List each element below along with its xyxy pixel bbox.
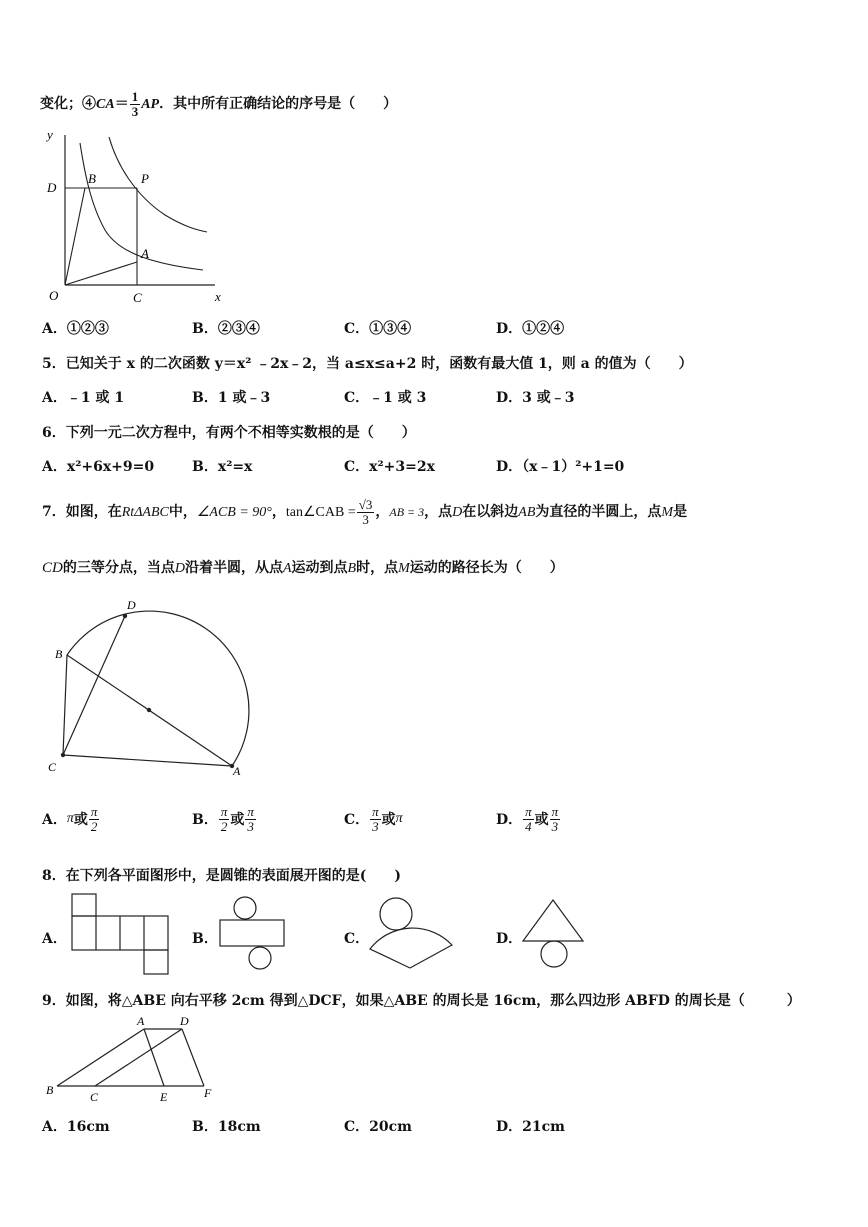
q7-ab-length: AB = 3 xyxy=(389,505,425,520)
q7-option-b-den2: 3 xyxy=(247,818,254,834)
q8-option-b[interactable] xyxy=(192,928,218,948)
q7-text-2e: 运动的路径长为（ ） xyxy=(409,560,564,576)
q7-text-1a: 7．如图，在 xyxy=(42,504,122,521)
q7-option-b-frac-1 xyxy=(219,805,230,833)
q8-option-a[interactable] xyxy=(42,928,67,948)
q4-option-d-text: ①②④ xyxy=(522,321,565,337)
q7-option-a-frac xyxy=(89,805,100,833)
q4-outer-curve xyxy=(109,137,207,232)
q7-option-d-or: 或 xyxy=(534,812,549,829)
q5-option-b-text: 1 或﹣3 xyxy=(217,390,271,406)
q4-frac-den: 3 xyxy=(131,103,139,119)
q9-segment-ae xyxy=(144,1029,164,1086)
q4-intro-line xyxy=(40,90,397,118)
q5-option-a[interactable] xyxy=(42,387,124,407)
q4-ca: CA xyxy=(96,97,115,113)
q4-option-b[interactable] xyxy=(192,318,260,338)
q9-label-d: D xyxy=(180,1015,189,1028)
q7-sqrt3: √3 xyxy=(358,497,373,512)
q4-option-d[interactable] xyxy=(496,318,564,338)
q7-line-2 xyxy=(42,557,564,577)
q7-figure xyxy=(45,595,260,780)
q9-segment-df xyxy=(182,1029,204,1086)
q8-question: 8．在下列各平面图形中，是圆锥的表面展开图的是( ) xyxy=(42,868,401,884)
q7-option-c-pi: π xyxy=(395,811,403,827)
q5-question: 5．已知关于 x 的二次函数 y＝x² ﹣2x﹣2，当 a≤x≤a+2 时，函数有最大值 1，则 a 的值为（ ） xyxy=(42,356,693,372)
q7-text-1d: 在以斜边 xyxy=(462,504,519,521)
q7-option-c-den: 3 xyxy=(372,818,379,834)
q4-label-b: B xyxy=(88,171,96,186)
q7-option-b-den1: 2 xyxy=(220,818,228,834)
q7-fig-label-d: D xyxy=(127,598,136,612)
q4-option-c-letter: C． xyxy=(344,321,370,337)
q7-option-a-num: π xyxy=(90,804,98,819)
q7-option-d-num1: π xyxy=(525,804,532,819)
q6-option-b-letter: B． xyxy=(192,459,218,475)
q7-text-1e: 为直径的半圆上，点 xyxy=(535,504,662,521)
q9-option-b-letter: B． xyxy=(192,1119,218,1135)
q7-fig-label-b: B xyxy=(55,647,63,661)
q7-point-d-1: D xyxy=(452,505,463,521)
q7-option-a[interactable] xyxy=(42,805,100,833)
q7-comma-1: ， xyxy=(271,504,286,521)
q9-figure xyxy=(42,1015,222,1105)
q7-option-c-or: 或 xyxy=(381,812,396,829)
q5-option-d-letter: D． xyxy=(496,390,523,406)
q7-point-d-2: D xyxy=(174,561,185,576)
q9-label-f: F xyxy=(204,1086,212,1100)
q9-option-c-text: 20cm xyxy=(369,1119,412,1135)
q6-option-a[interactable] xyxy=(42,456,154,476)
q7-option-d-den2: 3 xyxy=(551,818,559,834)
q7-point-m-2: M xyxy=(398,561,410,576)
q7-point-m-1: M xyxy=(661,505,674,521)
q7-option-d-letter: D． xyxy=(496,812,523,829)
q7-line-1 xyxy=(42,498,687,526)
q4-label-d: D xyxy=(47,180,57,195)
q7-option-a-pi: π xyxy=(66,811,74,827)
q4-label-p: P xyxy=(141,171,149,186)
q5-option-c-letter: C． xyxy=(344,390,370,406)
q7-tan: tan∠CAB = xyxy=(285,505,356,521)
q6-option-a-text: x²+6x+9=0 xyxy=(66,459,155,475)
q7-option-c-frac xyxy=(370,805,381,833)
q7-text-2c: 运动到点 xyxy=(291,560,348,576)
q4-label-o: O xyxy=(49,288,59,303)
q6-option-b-text: x²=x xyxy=(217,459,253,475)
q8-option-d-letter: D． xyxy=(496,931,523,947)
q9-option-c-letter: C． xyxy=(344,1119,370,1135)
q7-point-b: B xyxy=(347,561,357,576)
q5-option-b[interactable] xyxy=(192,387,270,407)
q7-text-2a: 的三等分点，当点 xyxy=(62,560,175,576)
q8-figure-a-prism-net xyxy=(68,890,173,980)
q6-option-a-letter: A． xyxy=(42,459,67,475)
q8-option-a-letter: A． xyxy=(42,931,67,947)
q4-label-x: x xyxy=(215,289,221,304)
q7-option-c-letter: C． xyxy=(344,812,370,829)
q7-text-1b: 中， xyxy=(168,504,197,521)
q5-option-d[interactable] xyxy=(496,387,575,407)
q9-option-a-letter: A． xyxy=(42,1119,67,1135)
q7-option-a-letter: A． xyxy=(42,812,67,829)
q9-label-a: A xyxy=(137,1015,145,1028)
q7-option-b-num2: π xyxy=(247,804,254,819)
q6-question: 6．下列一元二次方程中，有两个不相等实数根的是（ ） xyxy=(42,425,416,441)
q9-option-d[interactable] xyxy=(496,1116,565,1136)
q4-figure xyxy=(35,125,235,310)
q9-option-a-text: 16cm xyxy=(66,1119,110,1135)
q9-option-b[interactable] xyxy=(192,1116,261,1136)
q9-option-d-text: 21cm xyxy=(522,1119,565,1135)
q4-line-oa xyxy=(65,262,137,285)
q7-option-c-num: π xyxy=(372,804,379,819)
q7-angle-acb: ∠ACB = 90° xyxy=(196,505,272,521)
q4-label-c: C xyxy=(133,290,142,305)
q8-option-c-letter: C． xyxy=(344,931,370,947)
q8-figure-b-cylinder-net xyxy=(216,895,291,973)
q9-segment-ba xyxy=(57,1029,144,1086)
q4-option-a-text: ①②③ xyxy=(66,321,109,337)
q4-fraction xyxy=(130,90,141,118)
q5-option-d-text: 3 或﹣3 xyxy=(522,390,575,406)
q6-option-d-text: （x﹣1）²+1=0 xyxy=(522,459,625,475)
q5-option-a-text: ﹣1 或 1 xyxy=(66,390,125,406)
q8-figure-c-cone-net xyxy=(368,895,458,975)
q4-option-c[interactable] xyxy=(344,318,411,338)
q4-tail-text: ．其中所有正确结论的序号是（ ） xyxy=(159,96,398,113)
q7-point-c-dot xyxy=(61,753,65,757)
q7-comma-2: ， xyxy=(375,504,390,521)
q7-ab-2: AB xyxy=(518,505,536,521)
q9-segment-dc xyxy=(95,1029,182,1086)
q7-option-d-den1: 4 xyxy=(525,818,532,834)
q4-option-d-letter: D． xyxy=(496,321,523,337)
q5-option-b-letter: B． xyxy=(192,390,218,406)
q7-tan-fraction xyxy=(357,498,375,526)
q9-question: 9．如图，将△ABE 向右平移 2cm 得到△DCF，如果△ABE 的周长是 16cm，那么四边形 ABFD 的周长是（ ） xyxy=(42,993,801,1009)
q4-frac-num: 1 xyxy=(131,89,139,104)
q7-segment-ca xyxy=(63,755,232,766)
q4-option-a-letter: A． xyxy=(42,321,67,337)
q9-option-c[interactable] xyxy=(344,1116,412,1136)
q4-line-ob xyxy=(65,188,85,285)
q6-option-d-letter: D． xyxy=(496,459,523,475)
q7-fig-label-a: A xyxy=(233,764,241,778)
q4-eq: ＝ xyxy=(114,96,129,113)
q7-option-d-frac-2 xyxy=(550,805,561,833)
q8-figure-d-triangle-circle xyxy=(516,896,591,974)
q4-label-y: y xyxy=(47,127,53,142)
q7-option-b-frac-2 xyxy=(245,805,256,833)
q7-fig-label-c: C xyxy=(48,760,57,774)
q7-option-b-num1: π xyxy=(220,804,228,819)
q7-option-d-num2: π xyxy=(551,804,559,819)
q7-text-1f: 是 xyxy=(673,504,688,521)
q7-cd: CD xyxy=(42,560,63,576)
q7-point-d-dot xyxy=(123,614,127,618)
q8-option-b-letter: B． xyxy=(192,931,218,947)
q7-three: 3 xyxy=(362,511,369,527)
q4-label-a: A xyxy=(141,246,149,261)
q4-option-b-letter: B． xyxy=(192,321,218,337)
q7-text-2b: 沿着半圆，从点 xyxy=(184,560,283,576)
q4-ap: AP xyxy=(141,97,160,113)
q7-option-b[interactable] xyxy=(192,805,257,833)
q6-option-b[interactable] xyxy=(192,456,252,476)
q6-option-c-text: x²+3=2x xyxy=(369,459,435,475)
q4-option-a[interactable] xyxy=(42,318,109,338)
q7-option-d[interactable] xyxy=(496,805,561,833)
q9-option-d-letter: D． xyxy=(496,1119,523,1135)
q7-option-b-or: 或 xyxy=(230,812,245,829)
q9-option-a[interactable] xyxy=(42,1116,110,1136)
q4-option-c-text: ①③④ xyxy=(369,321,412,337)
q7-option-a-den: 2 xyxy=(90,818,98,834)
q7-segment-bc xyxy=(63,655,67,755)
q9-label-b: B xyxy=(46,1083,54,1097)
q7-segment-cd xyxy=(63,616,125,755)
q4-option-b-text: ②③④ xyxy=(217,321,260,337)
q9-option-b-text: 18cm xyxy=(217,1119,261,1135)
q8-option-c[interactable] xyxy=(344,928,369,948)
q7-option-b-letter: B． xyxy=(192,812,218,829)
q7-rt-triangle: RtΔABC xyxy=(121,505,169,521)
q9-label-c: C xyxy=(90,1090,99,1104)
q7-point-a: A xyxy=(282,561,292,576)
q7-option-c[interactable] xyxy=(344,805,403,833)
q9-label-e: E xyxy=(160,1090,168,1104)
q7-center-point xyxy=(147,708,151,712)
q6-option-c-letter: C． xyxy=(344,459,370,475)
q7-option-a-or: 或 xyxy=(73,812,88,829)
q5-option-c[interactable] xyxy=(344,387,426,407)
q5-option-c-text: ﹣1 或 3 xyxy=(369,390,427,406)
q7-text-1c: ，点 xyxy=(424,504,453,521)
q6-option-d[interactable] xyxy=(496,456,624,476)
q6-option-c[interactable] xyxy=(344,456,435,476)
q7-semicircle xyxy=(67,611,249,766)
q7-option-d-frac-1 xyxy=(523,805,534,833)
q4-intro-text: 变化；④ xyxy=(40,96,96,113)
q5-option-a-letter: A． xyxy=(42,390,67,406)
q7-text-2d: 时，点 xyxy=(356,560,399,576)
